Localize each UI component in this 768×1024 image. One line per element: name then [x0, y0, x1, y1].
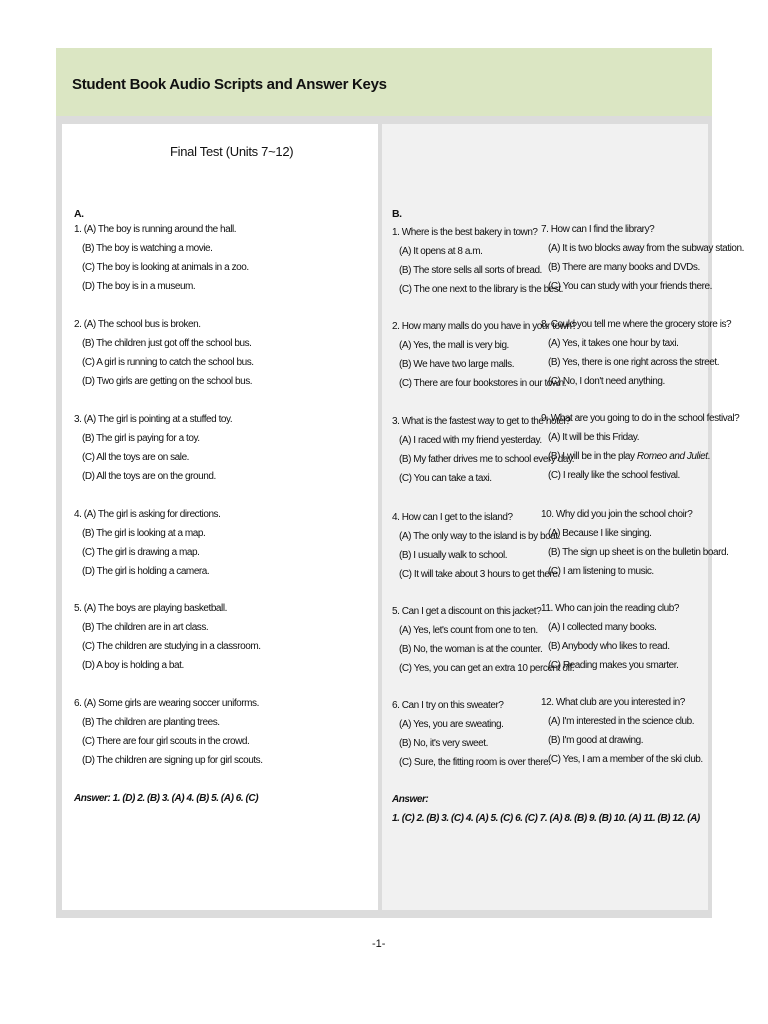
option-a1-d: (D) The boy is in a museum. [82, 281, 196, 292]
option-b9-c: (C) I really like the school festival. [548, 470, 680, 481]
test-title: Final Test (Units 7~12) [170, 144, 294, 159]
question-b3: 3. What is the fastest way to get to the hotel? [392, 416, 571, 427]
section-b-label: B. [392, 208, 402, 220]
option-b11-b: (B) Anybody who likes to read. [548, 641, 670, 652]
option-a1-b: (B) The boy is watching a movie. [82, 243, 213, 254]
question-a6: 6. (A) Some girls are wearing soccer uniforms. [74, 698, 259, 709]
option-b3-a: (A) I raced with my friend yesterday. [399, 435, 542, 446]
option-b5-a: (A) Yes, let's count from one to ten. [399, 625, 538, 636]
option-b1-c: (C) The one next to the library is the best. [399, 284, 563, 295]
option-b2-c: (C) There are four bookstores in our town. [399, 378, 567, 389]
option-b12-a: (A) I'm interested in the science club. [548, 716, 695, 727]
header-banner [56, 48, 712, 116]
option-b5-b: (B) No, the woman is at the counter. [399, 644, 543, 655]
header-title: Student Book Audio Scripts and Answer Keys [72, 76, 387, 93]
option-b5-c: (C) Yes, you can get an extra 10 percent off. [399, 663, 575, 674]
question-b11: 11. Who can join the reading club? [541, 603, 679, 614]
page-number: -1- [372, 938, 386, 950]
question-b9: 9. What are you going to do in the school festival? [541, 413, 740, 424]
option-b10-b: (B) The sign up sheet is on the bulletin board. [548, 547, 729, 558]
option-a2-d: (D) Two girls are getting on the school bus. [82, 376, 253, 387]
option-b10-a: (A) Because I like singing. [548, 528, 652, 539]
option-a2-b: (B) The children just got off the school bus. [82, 338, 252, 349]
option-b9-b [548, 451, 710, 463]
option-b7-c: (C) You can study with your friends there. [548, 281, 712, 292]
option-a6-d: (D) The children are signing up for girl scouts. [82, 755, 263, 766]
question-a2: 2. (A) The school bus is broken. [74, 319, 201, 330]
question-b4: 4. How can I get to the island? [392, 512, 513, 523]
option-a5-b: (B) The children are in art class. [82, 622, 209, 633]
option-b1-b: (B) The store sells all sorts of bread. [399, 265, 542, 276]
option-b4-b: (B) I usually walk to school. [399, 550, 508, 561]
section-b-answer: 1. (C) 2. (B) 3. (C) 4. (A) 5. (C) 6. (C) 7. (A) 8. (B) 9. (B) 10. (A) 11. (B) 12. (A) [392, 813, 700, 824]
section-a-label: A. [74, 208, 84, 220]
question-b5: 5. Can I get a discount on this jacket? [392, 606, 542, 617]
option-b7-b: (B) There are many books and DVDs. [548, 262, 700, 273]
question-b10: 10. Why did you join the school choir? [541, 509, 693, 520]
option-b3-b: (B) My father drives me to school every day. [399, 454, 575, 465]
option-a4-d: (D) The girl is holding a camera. [82, 566, 210, 577]
option-b2-b: (B) We have two large malls. [399, 359, 515, 370]
option-b9-b-text: (B) I will be in the play [548, 451, 637, 462]
option-a5-d: (D) A boy is holding a bat. [82, 660, 184, 671]
option-b8-c: (C) No, I don't need anything. [548, 376, 665, 387]
question-b8: 8. Could you tell me where the grocery store is? [541, 319, 732, 330]
question-b7: 7. How can I find the library? [541, 224, 655, 235]
option-a3-c: (C) All the toys are on sale. [82, 452, 190, 463]
option-b3-c: (C) You can take a taxi. [399, 473, 492, 484]
option-b4-a: (A) The only way to the island is by boat. [399, 531, 561, 542]
question-a1: 1. (A) The boy is running around the hall. [74, 224, 237, 235]
option-b9-a: (A) It will be this Friday. [548, 432, 640, 443]
option-a4-c: (C) The girl is drawing a map. [82, 547, 200, 558]
option-b12-b: (B) I'm good at drawing. [548, 735, 644, 746]
option-b6-a: (A) Yes, you are sweating. [399, 719, 504, 730]
option-b6-b: (B) No, it's very sweet. [399, 738, 488, 749]
question-b6: 6. Can I try on this sweater? [392, 700, 504, 711]
option-a3-d: (D) All the toys are on the ground. [82, 471, 216, 482]
option-b10-c: (C) I am listening to music. [548, 566, 654, 577]
play-suffix: . [707, 451, 710, 462]
option-b11-c: (C) Reading makes you smarter. [548, 660, 679, 671]
option-b7-a: (A) It is two blocks away from the subway station. [548, 243, 744, 254]
question-b1: 1. Where is the best bakery in town? [392, 227, 538, 238]
option-b4-c: (C) It will take about 3 hours to get there. [399, 569, 560, 580]
option-a4-b: (B) The girl is looking at a map. [82, 528, 206, 539]
question-a5: 5. (A) The boys are playing basketball. [74, 603, 227, 614]
option-a1-c: (C) The boy is looking at animals in a zoo. [82, 262, 249, 273]
option-a2-c: (C) A girl is running to catch the school bus. [82, 357, 254, 368]
option-b1-a: (A) It opens at 8 a.m. [399, 246, 483, 257]
question-b12: 12. What club are you interested in? [541, 697, 685, 708]
question-a4: 4. (A) The girl is asking for directions. [74, 509, 221, 520]
option-a6-c: (C) There are four girl scouts in the crowd. [82, 736, 250, 747]
option-b8-b: (B) Yes, there is one right across the street. [548, 357, 720, 368]
section-b-answer-label: Answer: [392, 794, 429, 805]
option-b2-a: (A) Yes, the mall is very big. [399, 340, 509, 351]
option-a3-b: (B) The girl is paying for a toy. [82, 433, 200, 444]
option-b6-c: (C) Sure, the fitting room is over there. [399, 757, 551, 768]
play-title: Romeo and Juliet [636, 451, 708, 462]
option-b12-c: (C) Yes, I am a member of the ski club. [548, 754, 703, 765]
option-a5-c: (C) The children are studying in a classroom. [82, 641, 261, 652]
question-a3: 3. (A) The girl is pointing at a stuffed toy. [74, 414, 233, 425]
question-b2: 2. How many malls do you have in your town? [392, 321, 577, 332]
option-b11-a: (A) I collected many books. [548, 622, 657, 633]
section-a-answer: Answer: 1. (D) 2. (B) 3. (A) 4. (B) 5. (A) 6. (C) [74, 793, 259, 804]
option-a6-b: (B) The children are planting trees. [82, 717, 220, 728]
option-b8-a: (A) Yes, it takes one hour by taxi. [548, 338, 679, 349]
